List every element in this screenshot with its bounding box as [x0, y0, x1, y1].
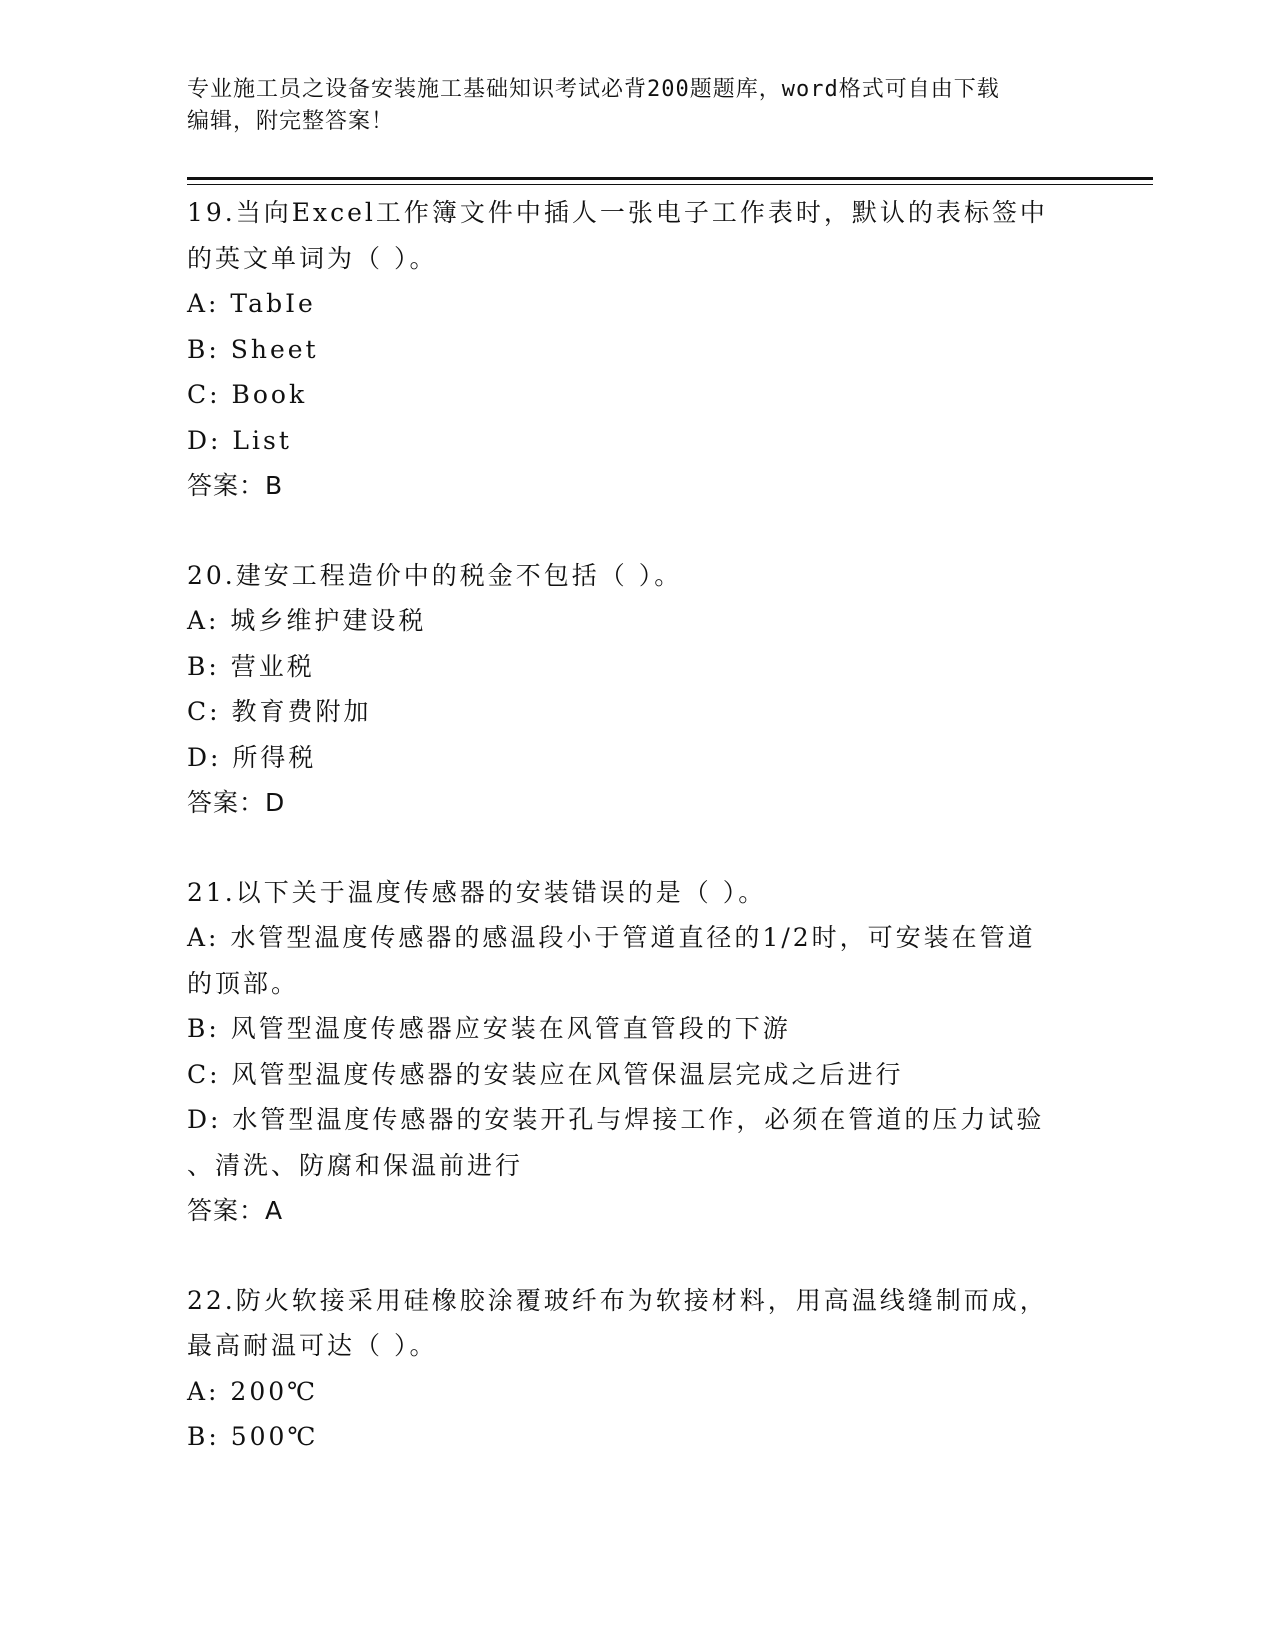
option-c: C: Book — [187, 380, 308, 409]
option-a-continued: 的顶部。 — [187, 968, 300, 998]
question-stem: 19.当向Excel工作簿文件中插人一张电子工作表时，默认的表标签中 — [187, 198, 1048, 227]
option-a: A: TabIe — [187, 289, 316, 318]
answer-text: 答案：D — [187, 788, 286, 817]
header-divider-thin — [187, 184, 1153, 185]
question-21 — [187, 870, 1087, 1234]
option-b: B: 营业税 — [187, 651, 315, 681]
option-a: A: 200℃ — [187, 1376, 319, 1406]
option-c: C: 教育费附加 — [187, 697, 372, 726]
question-22 — [187, 1278, 1087, 1460]
question-list — [187, 190, 1087, 1504]
option-a: A: 城乡维护建设税 — [187, 606, 427, 635]
question-20 — [187, 553, 1087, 826]
question-stem: 20.建安工程造价中的税金不包括（ ）。 — [187, 560, 683, 590]
option-b: B: 500℃ — [187, 1422, 319, 1451]
question-stem: 21.以下关于温度传感器的安装错误的是（ ）。 — [187, 877, 767, 907]
option-b: B: 风管型温度传感器应安装在风管直管段的下游 — [187, 1014, 791, 1043]
option-a: A: 水管型温度传感器的感温段小于管道直径的1/2时，可安装在管道 — [187, 923, 1036, 952]
option-d: D: 所得税 — [187, 742, 317, 772]
header-divider-thick — [187, 177, 1153, 180]
question-stem: 的英文单词为（ ）。 — [187, 243, 438, 273]
answer-text: 答案：A — [187, 1196, 284, 1225]
option-d: D: 水管型温度传感器的安装开孔与焊接工作，必须在管道的压力试验 — [187, 1105, 1045, 1134]
option-b: B: Sheet — [187, 334, 319, 364]
answer-text: 答案：B — [187, 471, 284, 500]
question-19 — [187, 190, 1087, 509]
header-title-line-1: 专业施工员之设备安装施工基础知识考试必背200题题库，word格式可自由下载 — [187, 77, 1000, 102]
option-d: D: List — [187, 425, 292, 455]
question-stem: 最高耐温可达（ ）。 — [187, 1331, 438, 1360]
header-title-line-2: 编辑，附完整答案！ — [187, 109, 395, 134]
option-c: C: 风管型温度传感器的安装应在风管保温层完成之后进行 — [187, 1059, 904, 1089]
document-header — [187, 74, 1087, 138]
option-d-continued: 、清洗、防腐和保温前进行 — [187, 1150, 524, 1180]
question-stem: 22.防火软接采用硅橡胶涂覆玻纤布为软接材料，用高温线缝制而成， — [187, 1285, 1048, 1315]
